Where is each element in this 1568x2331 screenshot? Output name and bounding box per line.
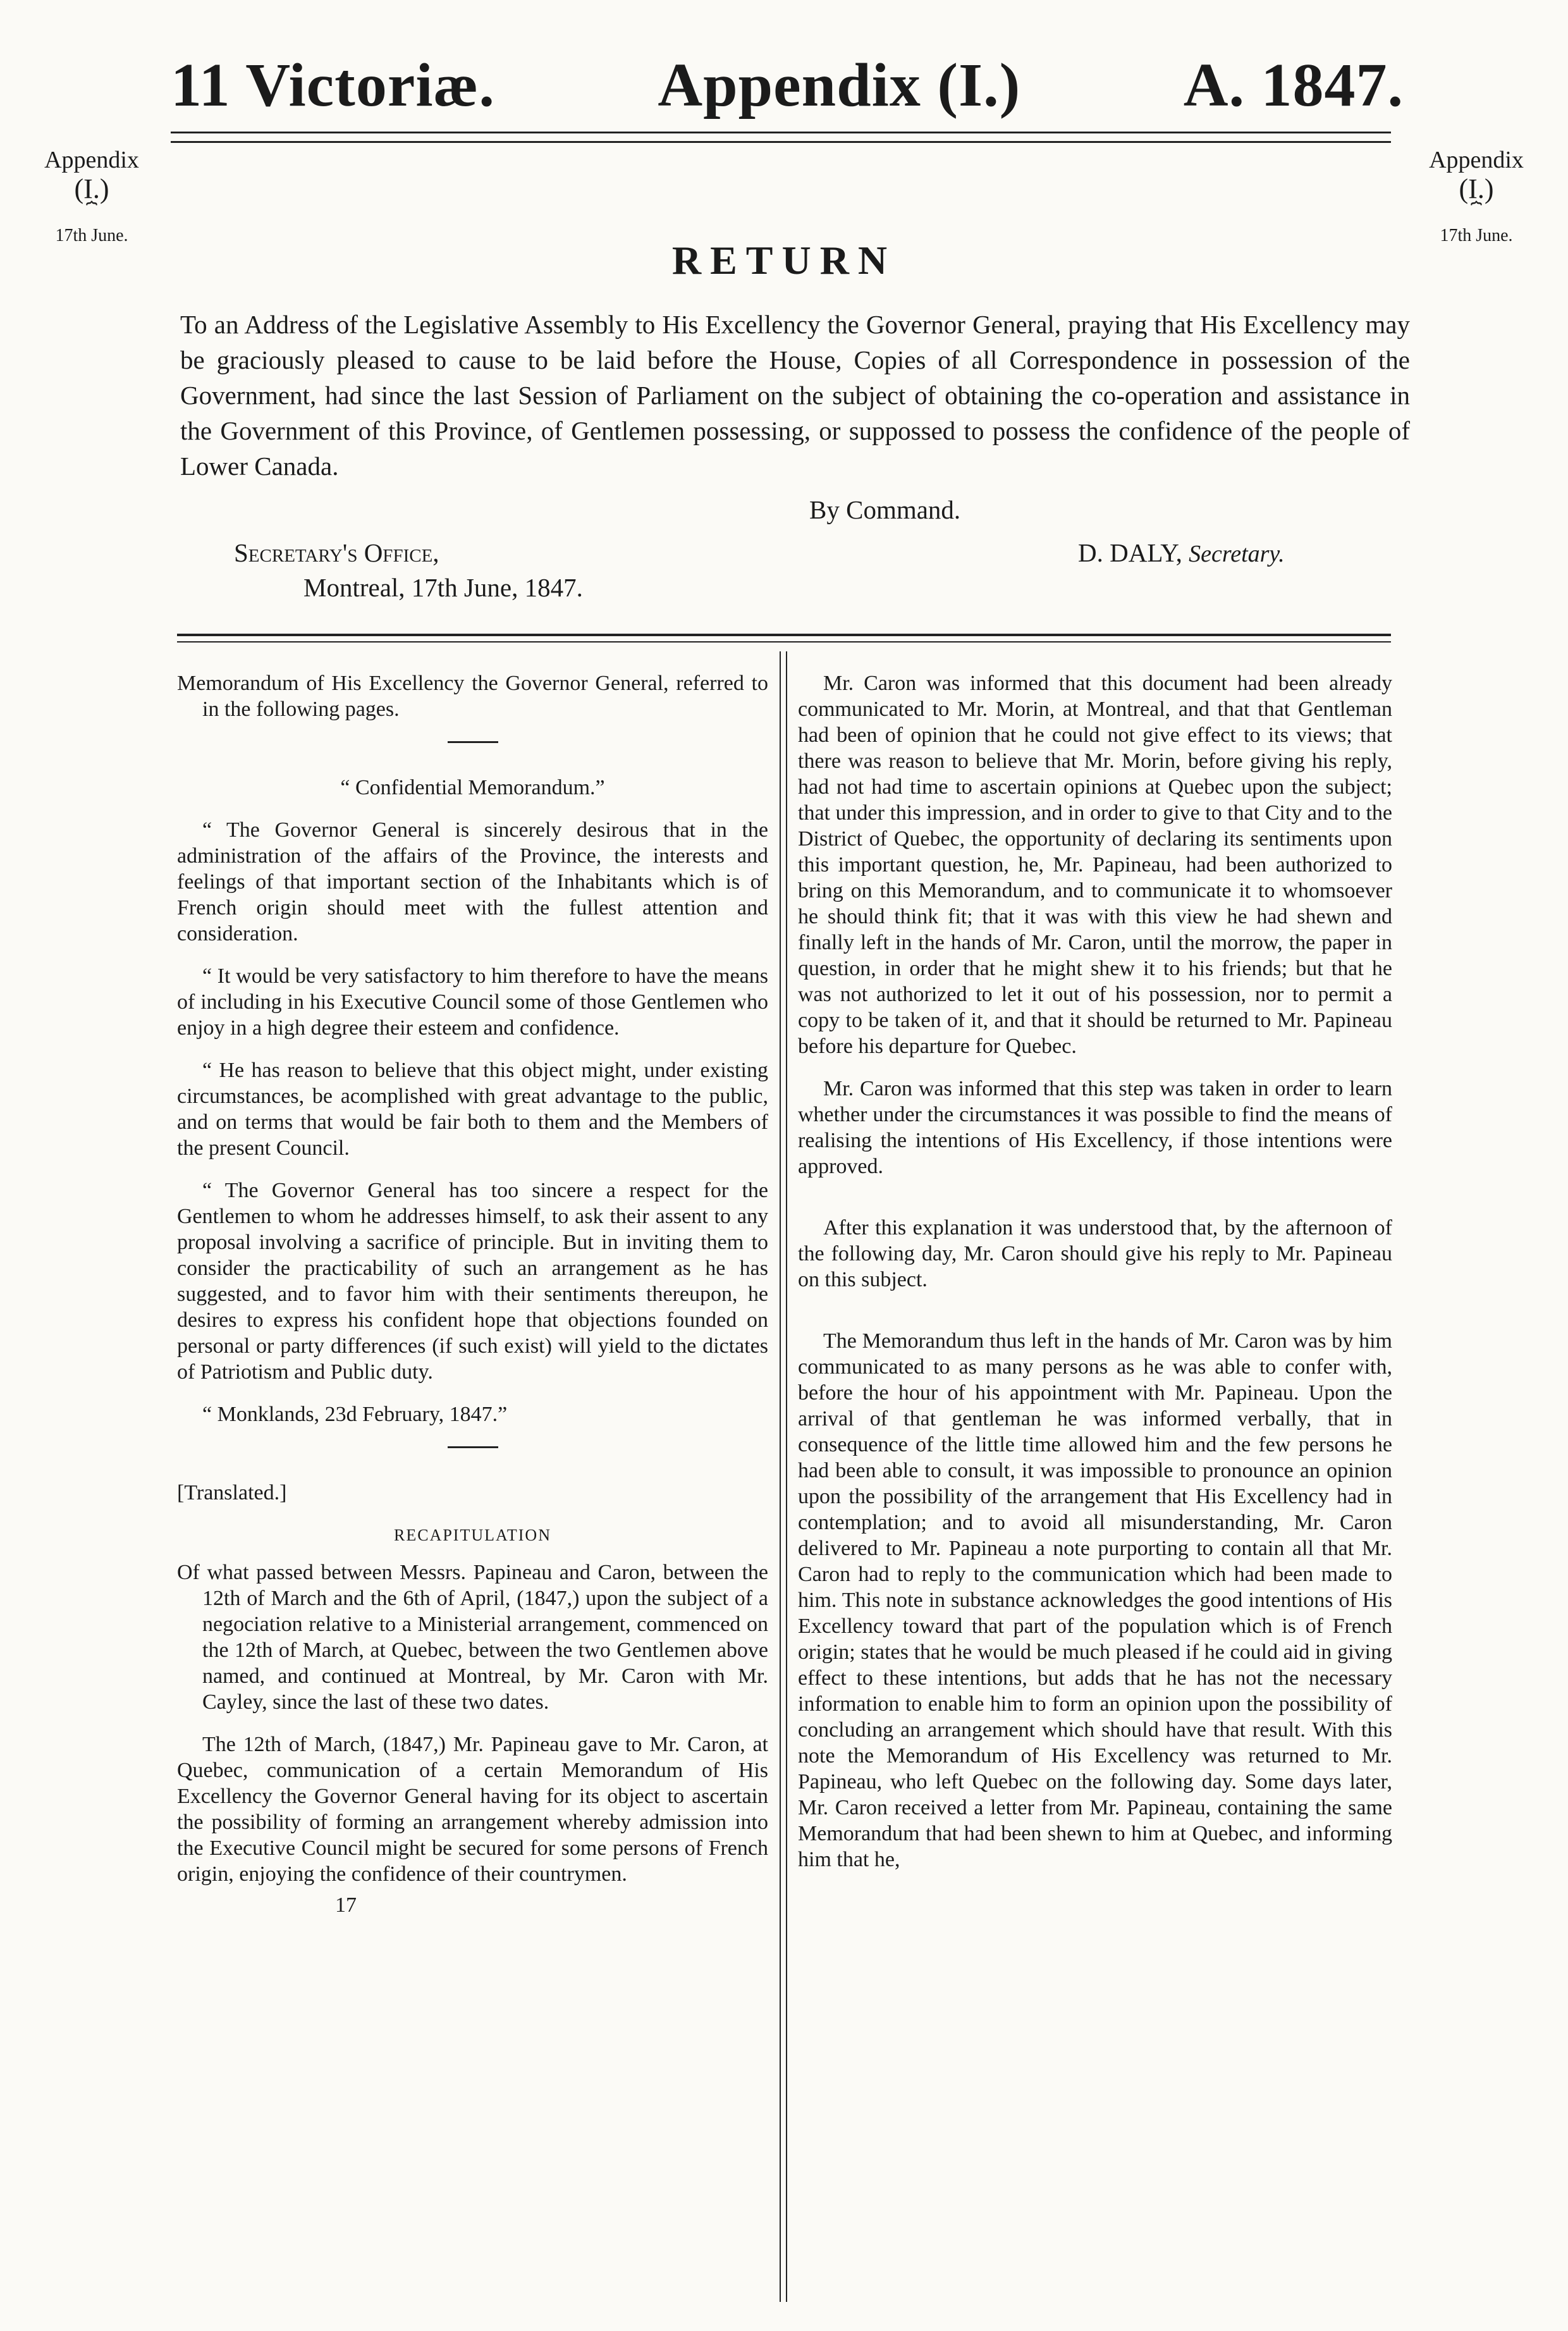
recap-text: Of what passed between Messrs. Papineau and Caron, between the 12th of March and the 6th of April, (1847,) upon the subject of a negociation relative to a Ministerial arrangement, commenced on the 12th of March, at Quebec, between the two Gentlemen above named, and continued at Montreal, by Mr. Caron with Mr. Cayley, since the last of these two dates. <box>177 1561 768 1714</box>
address-intro: To an Address of the Legislative Assembly to His Excellency the Governor General, praying that His Excellency may be graciously pleased to cause to be laid before the House, Copies of all Correspondence in possession of the Government, had since the last Session of Parliament on the subject of obtaining the co-operation and assistance in the Government of this Province, of Gentlemen possessing, or suppossed to possess the confidence of the people of Lower Canada. <box>180 310 1410 481</box>
memo-heading: Memorandum of His Excellency the Governor General, referred to in the following pages. <box>177 672 768 721</box>
short-rule <box>448 1446 498 1448</box>
margin-note-right <box>1404 145 1549 250</box>
right-column <box>798 670 1392 1889</box>
margin-label: Appendix <box>44 147 139 173</box>
secretary-office: Secretary's Office, <box>234 538 439 567</box>
narrative-paragraph: Mr. Caron was informed that this step was taken in order to learn whether under the circumstances it was possible to find the means of realising the intentions of His Excellency, if those intentions were approved. <box>798 1077 1392 1178</box>
signature <box>1078 538 1285 568</box>
memo-title: “ Confidential Memorandum.” <box>340 776 605 799</box>
page-number: 17 <box>335 1893 357 1917</box>
signer-name: D. DALY, <box>1078 538 1182 567</box>
signer-role: Secretary. <box>1189 541 1285 567</box>
margin-note-left <box>19 145 164 250</box>
header-year: A. 1847. <box>1183 51 1404 120</box>
spacer <box>798 1196 1392 1215</box>
short-rule <box>448 741 498 743</box>
narrative-paragraph: Mr. Caron was informed that this document had been already communicated to Mr. Morin, at Montreal, and that that Gentleman had been of opinion that he could not give effect to its views; that there was reason to believe that Mr. Morin, before giving his reply, had not had time to ascertain opinions at Quebec upon the subject; that under this impression, and in order to give to that City and to the District of Quebec, the opportunity of declaring its sentiments upon this important question, he, Mr. Papineau, had been authorized to bring on this Memorandum, and to communicate it to whomsoever he should think fit; that it was with this view he had shewn and finally left in the hands of Mr. Caron, until the morrow, the paper in question, in order that he might shew it to his friends; but that he was not authorized to let it out of his possession, nor to permit a copy to be taken of it, and that it should be returned to Mr. Papineau before his departure for Quebec. <box>798 672 1392 1058</box>
narrative-paragraph: After this explanation it was understood that, by the afternoon of the following day, Mr. Caron should give his reply to Mr. Papineau on this subject. <box>798 1216 1392 1291</box>
recap-heading: RECAPITULATION <box>394 1526 551 1544</box>
header-double-rule <box>171 132 1391 143</box>
translated-note: [Translated.] <box>177 1481 287 1504</box>
margin-ref: (I.) <box>74 173 109 204</box>
spacer <box>798 1309 1392 1328</box>
margin-ref: (I.) <box>1459 173 1494 204</box>
header-appendix: Appendix (I.) <box>658 51 1021 120</box>
margin-brace: ⏞ <box>1471 202 1482 223</box>
margin-date: 17th June. <box>1440 226 1513 245</box>
narrative-paragraph: The Memorandum thus left in the hands of Mr. Caron was by him communicated to as many persons as he was able to confer with, before the hour of his appointment with Mr. Papineau. Upon the arrival of that gentleman he was informed verbally, that in consequence of the little time allowed him and the few persons he had been able to consult, it was impossible to pronounce an opinion upon the possibility of the arrangement that His Excellency had in contemplation; and to avoid all misunderstanding, Mr. Caron delivered to Mr. Papineau a note purporting to contain all that Mr. Caron had to reply to the communication which had been made to him. This note in substance acknowledges the good intentions of His Excellency toward that part of the population which is of French origin; states that he would be much pleased if he could aid in giving effect to these intentions, but adds that he has not the necessary information to enable him to form an opinion upon the possibility of concluding an arrangement which should have that result. With this note the Memorandum of His Excellency was returned to Mr. Papineau, who left Quebec on the following day. Some days later, Mr. Caron received a letter from Mr. Papineau, containing the same Memorandum that had been shewn to him at Quebec, and informing him that he, <box>798 1329 1392 1871</box>
memo-paragraph: “ The Governor General is sincerely desirous that in the administration of the affairs of the Province, the interests and feelings of that important section of the Inhabitants which is of French origin should meet with the fullest attention and consideration. <box>177 818 768 945</box>
left-column <box>177 670 768 1934</box>
memo-paragraph: “ He has reason to believe that this object might, under existing circumstances, be acomplished with great advantage to the public, and on terms that would be fair both to them and the Members of the present Council. <box>177 1059 768 1160</box>
margin-label: Appendix <box>1429 147 1524 173</box>
running-header <box>171 44 1404 126</box>
margin-date: 17th June. <box>55 226 128 245</box>
page-title: RETURN <box>671 238 897 283</box>
memo-paragraph: “ It would be very satisfactory to him therefore to have the means of including in his Executive Council some of those Gentlemen who enjoy in a high degree their esteem and confidence. <box>177 964 768 1040</box>
margin-brace: ⏞ <box>86 202 97 223</box>
column-divider <box>780 651 787 2302</box>
by-command: By Command. <box>809 495 961 524</box>
office-date: Montreal, 17th June, 1847. <box>303 573 583 602</box>
memo-paragraph: “ The Governor General has too sincere a respect for the Gentlemen to whom he addresses himself, to ask their assent to any proposal involving a sacrifice of principle. But in inviting them to consider the practicability of such an arrangement as he has suggested, and to favor him with their sentiments thereupon, he desires to express his confident hope that objections founded on personal or party differences (if such exist) will yield to the dictates of Patriotism and Public duty. <box>177 1179 768 1384</box>
memo-date: “ Monklands, 23d February, 1847.” <box>202 1403 508 1426</box>
header-regnal-year: 11 Victoriæ. <box>171 51 495 120</box>
section-rule <box>177 634 1391 643</box>
narrative-paragraph: The 12th of March, (1847,) Mr. Papineau gave to Mr. Caron, at Quebec, communication of a certain Memorandum of His Excellency the Governor General having for its object to ascertain the possibility of forming an arrangement whereby admission into the Executive Council might be secured for some persons of French origin, enjoying the confidence of their countrymen. <box>177 1733 768 1886</box>
